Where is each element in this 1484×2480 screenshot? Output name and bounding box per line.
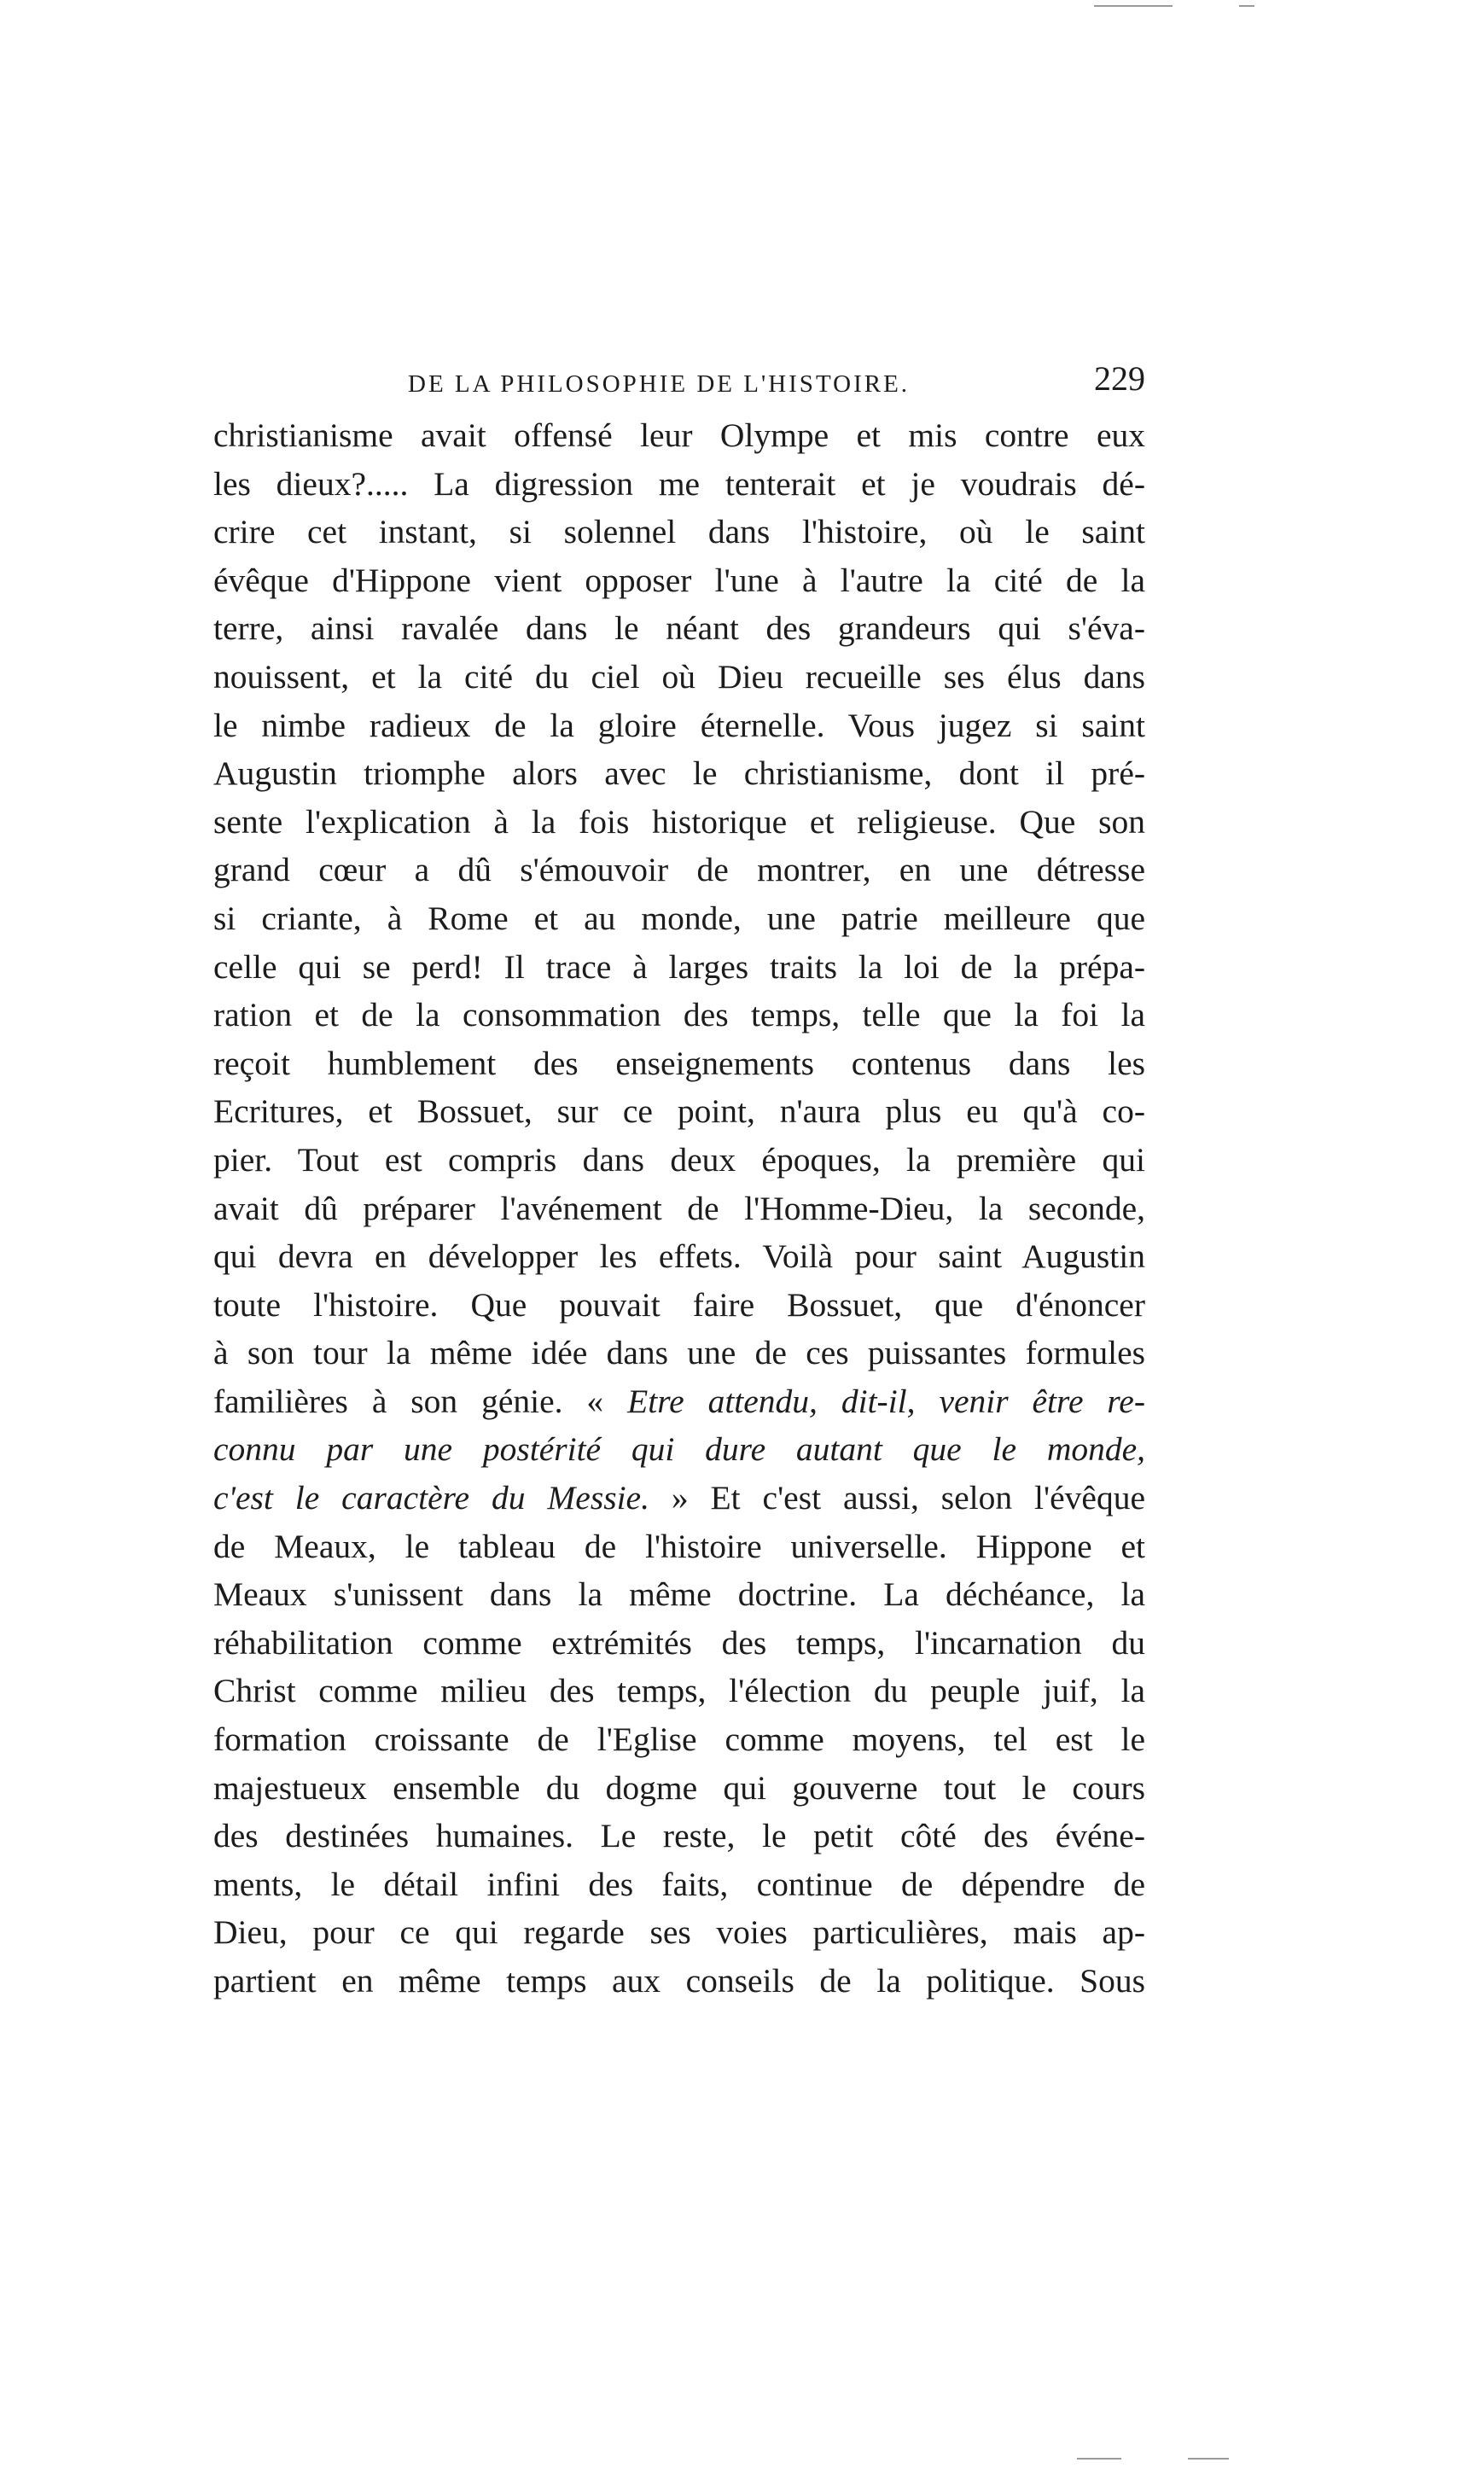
bottom-edge-mark <box>1188 2458 1229 2460</box>
quotation-italic: Etre attendu, dit-il, venir être re- <box>627 1382 1145 1420</box>
text-line: réhabilitation comme extrémités des temps, l'incarnation du <box>213 1623 1145 1662</box>
text-line: crire cet instant, si solennel dans l'histoire, où le saint <box>213 513 1145 551</box>
text-line: grand cœur a dû s'émouvoir de montrer, en une détresse <box>213 851 1145 889</box>
text-line: de Meaux, le tableau de l'histoire universelle. Hippone et <box>213 1527 1145 1565</box>
text-line: pier. Tout est compris dans deux époques, la première qui <box>213 1140 1145 1179</box>
text-line: des destinées humaines. Le reste, le petit côté des événe- <box>213 1817 1145 1855</box>
top-edge-mark <box>1094 5 1173 7</box>
text-line: avait dû préparer l'avénement de l'Homme-Dieu, la seconde, <box>213 1189 1145 1227</box>
text-line: nouissent, et la cité du ciel où Dieu recueille ses élus dans <box>213 657 1145 696</box>
text-line: reçoit humblement des enseignements contenus dans les <box>213 1044 1145 1082</box>
text-line-with-quote <box>213 1425 1145 1474</box>
quotation-italic: c'est le caractère du Messie. <box>213 1479 649 1517</box>
line-roman-text: familières à son génie. « <box>213 1382 628 1420</box>
quotation-italic: connu par une postérité qui dure autant que le monde, <box>213 1430 1145 1469</box>
text-line: à son tour la même idée dans une de ces puissantes formules <box>213 1334 1145 1372</box>
text-line: si criante, à Rome et au monde, une patrie meilleure que <box>213 899 1145 937</box>
text-line: évêque d'Hippone vient opposer l'une à l'autre la cité de la <box>213 561 1145 599</box>
bottom-edge-mark <box>1077 2458 1121 2460</box>
text-line: qui devra en développer les effets. Voilà pour saint Augustin <box>213 1237 1145 1276</box>
text-line: les dieux?..... La digression me tenterait et je voudrais dé- <box>213 464 1145 503</box>
text-line: partient en même temps aux conseils de la politique. Sous <box>213 1962 1145 2000</box>
text-line: celle qui se perd! Il trace à larges traits la loi de la prépa- <box>213 947 1145 986</box>
page-number: 229 <box>1094 359 1145 398</box>
text-line: toute l'histoire. Que pouvait faire Bossuet, que d'énoncer <box>213 1285 1145 1324</box>
text-line: Augustin triomphe alors avec le christianisme, dont il pré- <box>213 754 1145 793</box>
text-line: majestueux ensemble du dogme qui gouverne tout le cours <box>213 1768 1145 1807</box>
text-line-with-quote <box>213 1474 1145 1522</box>
text-line: Christ comme milieu des temps, l'élection du peuple juif, la <box>213 1672 1145 1710</box>
text-line: le nimbe radieux de la gloire éternelle. Vous jugez si saint <box>213 706 1145 744</box>
text-line: sente l'explication à la fois historique et religieuse. Que son <box>213 802 1145 841</box>
text-line-with-quote <box>213 1377 1145 1426</box>
text-line: Meaux s'unissent dans la même doctrine. La déchéance, la <box>213 1575 1145 1614</box>
line-roman-text: » Et c'est aussi, selon l'évêque <box>649 1479 1145 1517</box>
text-line: christianisme avait offensé leur Olympe et mis contre eux <box>213 416 1145 454</box>
text-line: terre, ainsi ravalée dans le néant des grandeurs qui s'éva- <box>213 609 1145 648</box>
running-title: DE LA PHILOSOPHIE DE L'HISTOIRE. <box>408 370 911 398</box>
text-line: ments, le détail infini des faits, continue de dépendre de <box>213 1865 1145 1903</box>
body-text <box>213 411 1145 2006</box>
text-line: formation croissante de l'Eglise comme moyens, tel est le <box>213 1720 1145 1759</box>
running-head <box>213 358 1145 406</box>
text-line: ration et de la consommation des temps, telle que la foi la <box>213 996 1145 1034</box>
text-line: Dieu, pour ce qui regarde ses voies particulières, mais ap- <box>213 1913 1145 1952</box>
top-edge-mark <box>1239 5 1254 7</box>
text-line: Ecritures, et Bossuet, sur ce point, n'aura plus eu qu'à co- <box>213 1092 1145 1131</box>
